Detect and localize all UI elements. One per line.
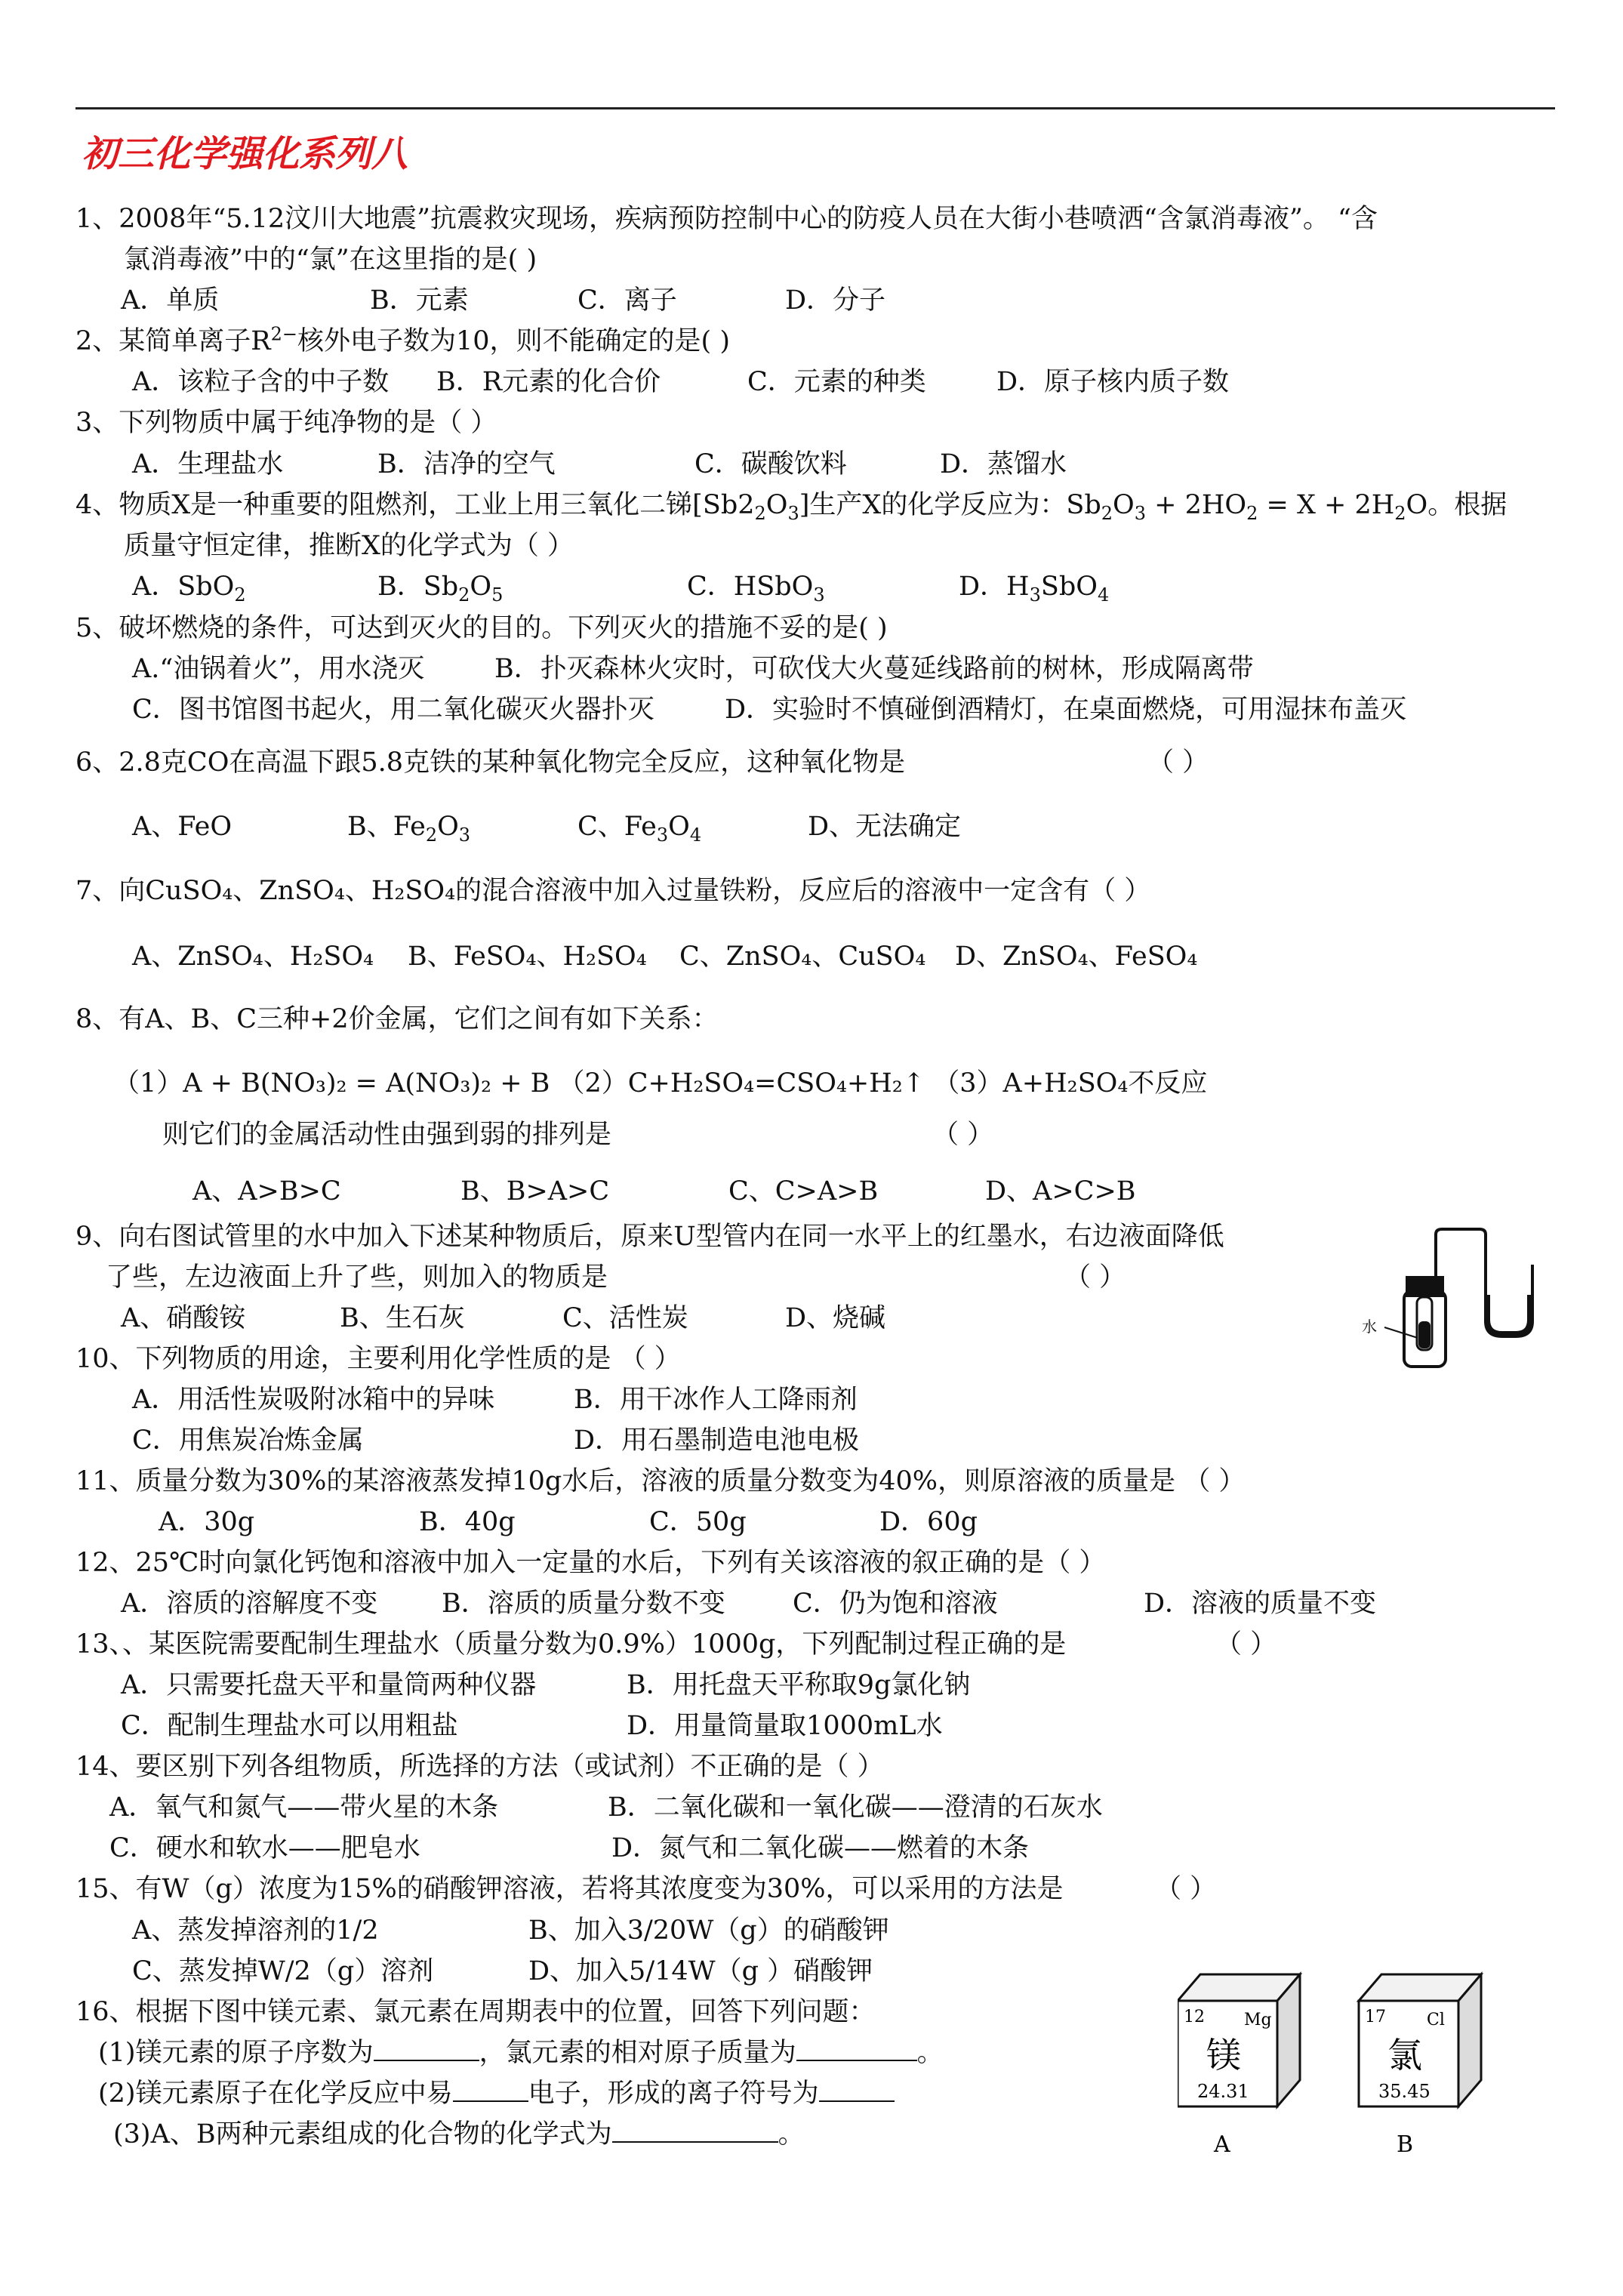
mg-atomic-number: 12 xyxy=(1184,2008,1205,2026)
q11-option-d: D．60g xyxy=(879,1507,978,1537)
q12-option-c: C．仍为饱和溶液 xyxy=(793,1589,998,1619)
q11-stem: 11、质量分数为30%的某溶液蒸发掉10g水后，溶液的质量分数变为40%，则原溶液的质量是 （ ） xyxy=(75,1466,1246,1496)
q12-option-b: B．溶质的质量分数不变 xyxy=(442,1589,725,1619)
q5-option-a: A.“油锅着火”，用水浇灭 xyxy=(132,654,425,684)
q4-option-a: A．SbO$_2$ xyxy=(132,572,246,606)
q8-question: 则它们的金属活动性由强到弱的排列是 xyxy=(162,1120,612,1150)
q6-option-c: C、$Fe_3O_4$ xyxy=(577,812,702,846)
answer-blank-ion-symbol[interactable] xyxy=(819,2078,895,2102)
q2-stem-pre: 2、某简单离子R xyxy=(75,326,271,356)
q12-option-a: A．溶质的溶解度不变 xyxy=(121,1589,378,1619)
q10-stem: 10、下列物质的用途，主要利用化学性质的是 （ ） xyxy=(75,1344,681,1374)
q13-option-c: C．配制生理盐水可以用粗盐 xyxy=(121,1711,458,1741)
water-label: 水 xyxy=(1362,1318,1377,1336)
q1-option-a: A．单质 xyxy=(121,285,220,316)
q9-option-c: C、活性炭 xyxy=(562,1303,688,1333)
q9-stem-line2: 了些，左边液面上升了些，则加入的物质是 xyxy=(106,1262,608,1293)
q4-text-a: 4、物质X是一种重要的阻燃剂，工业上用三氧化二锑[Sb xyxy=(75,490,738,520)
q3-stem: 3、下列物质中属于纯净物的是（ ） xyxy=(75,408,497,438)
q16-part1-a: (1)镁元素的原子序数为 xyxy=(98,2038,374,2068)
stopper xyxy=(1406,1276,1444,1297)
q4-stem-line2: 质量守恒定律，推断X的化学式为（ ） xyxy=(124,531,574,561)
q5-stem: 5、破坏燃烧的条件，可达到灭火的目的。下列灭火的措施不妥的是( ) xyxy=(75,613,888,643)
q16-part3-b: 。 xyxy=(778,2119,805,2150)
q14-stem: 14、要区别下列各组物质，所选择的方法（或试剂）不正确的是（ ） xyxy=(75,1752,884,1782)
q4-option-c-text: C．HSbO xyxy=(687,572,814,602)
q12-option-d: D．溶液的质量不变 xyxy=(1144,1589,1377,1619)
q15-option-d: D、加入5/14W（g ）硝酸钾 xyxy=(528,1956,873,1986)
q15-option-a: A、蒸发掉溶剂的1/2 xyxy=(132,1915,379,1946)
answer-blank-formula[interactable] xyxy=(612,2119,778,2143)
water-label-leader xyxy=(1384,1327,1418,1338)
q1-stem-line1: 1、2008年“5.12汶川大地震”抗震救灾现场，疾病预防控制中心的防疫人员在大街小巷喷洒“含氯消毒液”。 “含 xyxy=(75,204,1378,234)
q8-option-c: C、C>A>B xyxy=(728,1176,879,1207)
q8-option-a: A、A>B>C xyxy=(192,1176,341,1207)
q15-stem: 15、有W（g）浓度为15%的硝酸钾溶液，若将其浓度变为30%，可以采用的方法是 xyxy=(75,1874,1064,1904)
q6-option-b: B、$Fe_2O_3$ xyxy=(347,812,471,846)
q4-text-b: ]生产X的化学反应为：Sb xyxy=(799,490,1101,520)
u-tube-apparatus-figure xyxy=(1359,1223,1555,1374)
card-label-b: B xyxy=(1397,2131,1414,2158)
test-tube-water xyxy=(1418,1321,1431,1348)
q6-option-b-text: B、Fe xyxy=(347,812,426,842)
q10-option-a: A．用活性炭吸附冰箱中的异味 xyxy=(132,1385,495,1415)
page-title: 初三化学强化系列八 xyxy=(82,133,408,175)
q16-part2 xyxy=(98,2077,895,2110)
q15-option-b: B、加入3/20W（g）的硝酸钾 xyxy=(528,1915,889,1946)
q6-stem: 6、2.8克CO在高温下跟5.8克铁的某种氧化物完全反应，这种氧化物是 xyxy=(75,747,906,778)
q16-part2-a: (2)镁元素原子在化学反应中易 xyxy=(98,2079,453,2109)
q1-option-d: D．分子 xyxy=(785,285,886,316)
q10-option-d: D．用石墨制造电池电极 xyxy=(574,1425,860,1456)
q4-option-b: B．$Sb_2O_5$ xyxy=(377,572,504,606)
q16-stem: 16、根据下图中镁元素、氯元素在周期表中的位置，回答下列问题： xyxy=(75,1997,876,2027)
q15-answer-paren: （ ） xyxy=(1155,1874,1217,1904)
mg-symbol: Mg xyxy=(1244,2011,1272,2029)
q14-option-a: A．氧气和氮气——带火星的木条 xyxy=(109,1792,499,1823)
q3-option-a: A．生理盐水 xyxy=(132,449,284,479)
q6-option-d: D、无法确定 xyxy=(808,812,962,842)
q4-text-e: O。根据 xyxy=(1406,490,1508,520)
q6-option-c-text: C、Fe xyxy=(577,812,657,842)
q13-option-d: D．用量筒量取1000mL水 xyxy=(627,1711,943,1741)
q4-option-b-text: B．Sb xyxy=(377,572,459,602)
q2-option-d: D．原子核内质子数 xyxy=(996,367,1230,397)
q4-option-a-text: A．SbO xyxy=(132,572,235,602)
mg-name: 镁 xyxy=(1206,2035,1241,2076)
mg-atomic-mass: 24.31 xyxy=(1197,2081,1249,2102)
q7-option-d: D、ZnSO₄、FeSO₄ xyxy=(955,942,1198,972)
q3-option-c: C．碳酸饮料 xyxy=(694,449,847,479)
u-tube xyxy=(1486,1265,1532,1336)
q1-option-c: C．离子 xyxy=(577,285,677,316)
q13-answer-paren: （ ） xyxy=(1215,1629,1277,1660)
q1-option-b: B．元素 xyxy=(370,285,469,316)
q13-option-a: A．只需要托盘天平和量筒两种仪器 xyxy=(121,1670,537,1700)
q7-option-a: A、ZnSO₄、H₂SO₄ xyxy=(132,942,374,972)
q8-option-d: D、A>C>B xyxy=(985,1176,1136,1207)
q16-part3-a: (3)A、B两种元素组成的化合物的化学式为 xyxy=(113,2119,612,2150)
q5-option-d: D．实验时不慎碰倒酒精灯，在桌面燃烧，可用湿抹布盖灭 xyxy=(725,695,1407,725)
q12-stem: 12、25℃时向氯化钙饱和溶液中加入一定量的水后，下列有关该溶液的叙正确的是（ ） xyxy=(75,1548,1106,1578)
mg-element-card xyxy=(1178,1974,1300,2158)
q6-answer-paren: （ ） xyxy=(1147,747,1209,778)
periodic-element-cards-figure xyxy=(1178,1963,1555,2159)
q11-option-c: C．50g xyxy=(649,1507,747,1537)
q13-stem: 13、、某医院需要配制生理盐水（质量分数为0.9%）1000g，下列配制过程正确的是 xyxy=(75,1629,1067,1660)
red-ink xyxy=(1488,1295,1529,1333)
answer-blank-mg-atomic-number[interactable] xyxy=(374,2037,479,2061)
card-label-a: A xyxy=(1214,2131,1230,2158)
q9-option-b: B、生石灰 xyxy=(340,1303,465,1333)
q2-stem-post: 核外电子数为10，则不能确定的是( ) xyxy=(297,326,730,356)
q7-option-c: C、ZnSO₄、CuSO₄ xyxy=(679,942,926,972)
q8-option-b: B、B>A>C xyxy=(460,1176,610,1207)
q16-part1 xyxy=(98,2036,944,2069)
q10-option-b: B．用干冰作人工降雨剂 xyxy=(574,1385,858,1415)
q14-option-d: D．氮气和二氧化碳——燃着的木条 xyxy=(611,1833,1030,1863)
q8-relations: （1）A + B(NO₃)₂ = A(NO₃)₂ + B （2）C+H₂SO₄=CSO₄+H₂↑ （3）A+H₂SO₄不反应 xyxy=(113,1068,1208,1099)
q9-option-d: D、烧碱 xyxy=(785,1303,886,1333)
q6-option-a: A、FeO xyxy=(132,812,233,842)
q2-option-a: A．该粒子含的中子数 xyxy=(132,367,390,397)
q2-stem xyxy=(75,325,730,358)
connecting-tube xyxy=(1436,1229,1486,1318)
q10-option-c: C．用焦炭冶炼金属 xyxy=(132,1425,364,1456)
q16-part2-b: 电子，形成的离子符号为 xyxy=(528,2079,819,2109)
q5-option-b: B．扑灭森林火灾时，可砍伐大火蔓延线路前的树林，形成隔离带 xyxy=(494,654,1254,684)
q9-answer-paren: （ ） xyxy=(1064,1262,1126,1293)
q15-option-c: C、蒸发掉W/2（g）溶剂 xyxy=(132,1956,434,1986)
q4-option-d-text: D．H xyxy=(959,572,1030,602)
q1-stem-line2: 氯消毒液”中的“氯”在这里指的是( ) xyxy=(124,245,537,275)
q14-option-b: B．二氧化碳和一氧化碳——澄清的石灰水 xyxy=(608,1792,1103,1823)
q4-text-c: + 2H xyxy=(1146,490,1225,520)
q4-option-c: C．HSbO$_3$ xyxy=(687,572,825,606)
cl-atomic-number: 17 xyxy=(1365,2008,1386,2026)
q2-option-c: C．元素的种类 xyxy=(747,367,926,397)
q16-part1-b: ，氯元素的相对原子质量为 xyxy=(479,2038,796,2068)
cl-name: 氯 xyxy=(1387,2035,1422,2076)
cl-atomic-mass: 35.45 xyxy=(1378,2081,1431,2102)
q9-stem-line1: 9、向右图试管里的水中加入下述某种物质后，原来U型管内在同一水平上的红墨水，右边液面降低 xyxy=(75,1222,1224,1252)
q8-answer-paren: （ ） xyxy=(932,1120,994,1150)
q16-part3 xyxy=(113,2118,805,2151)
q5-option-c: C．图书馆图书起火，用二氧化碳灭火器扑灭 xyxy=(132,695,654,725)
q11-option-b: B．40g xyxy=(419,1507,516,1537)
q3-option-d: D．蒸馏水 xyxy=(940,449,1067,479)
q14-option-c: C．硬水和软水——肥皂水 xyxy=(109,1833,420,1863)
q13-option-b: B．用托盘天平称取9g氯化钠 xyxy=(627,1670,971,1700)
q4-option-d: D．$H_3SbO_4$ xyxy=(959,572,1110,606)
q9-option-a: A、硝酸铵 xyxy=(121,1303,246,1333)
q2-option-b: B．R元素的化合价 xyxy=(436,367,661,397)
q4-stem-line1: 4、物质X是一种重要的阻燃剂，工业上用三氧化二锑$[Sb2_2O_3]$生产X的化学反应为：$Sb_2O_3 + 2HO_2 = X + 2H_2O$。根据 xyxy=(75,490,1508,524)
answer-blank-cl-atomic-mass[interactable] xyxy=(796,2037,917,2061)
q3-option-b: B．洁净的空气 xyxy=(377,449,556,479)
q2-ion-charge: 2− xyxy=(270,323,298,345)
q16-part1-c: 。 xyxy=(916,2038,944,2068)
cl-element-card xyxy=(1359,1974,1481,2158)
q11-option-a: A．30g xyxy=(159,1507,255,1537)
q7-option-b: B、FeSO₄、H₂SO₄ xyxy=(408,942,647,972)
cl-symbol: Cl xyxy=(1427,2011,1445,2029)
q7-stem: 7、向CuSO₄、ZnSO₄、H₂SO₄的混合溶液中加入过量铁粉，反应后的溶液中一定含有（ ） xyxy=(75,876,1151,906)
answer-blank-electron[interactable] xyxy=(453,2078,528,2102)
header-rule xyxy=(75,107,1555,109)
q4-text-d: = X + 2H xyxy=(1258,490,1395,520)
q8-stem: 8、有A、B、C三种+2价金属，它们之间有如下关系： xyxy=(75,1004,719,1034)
